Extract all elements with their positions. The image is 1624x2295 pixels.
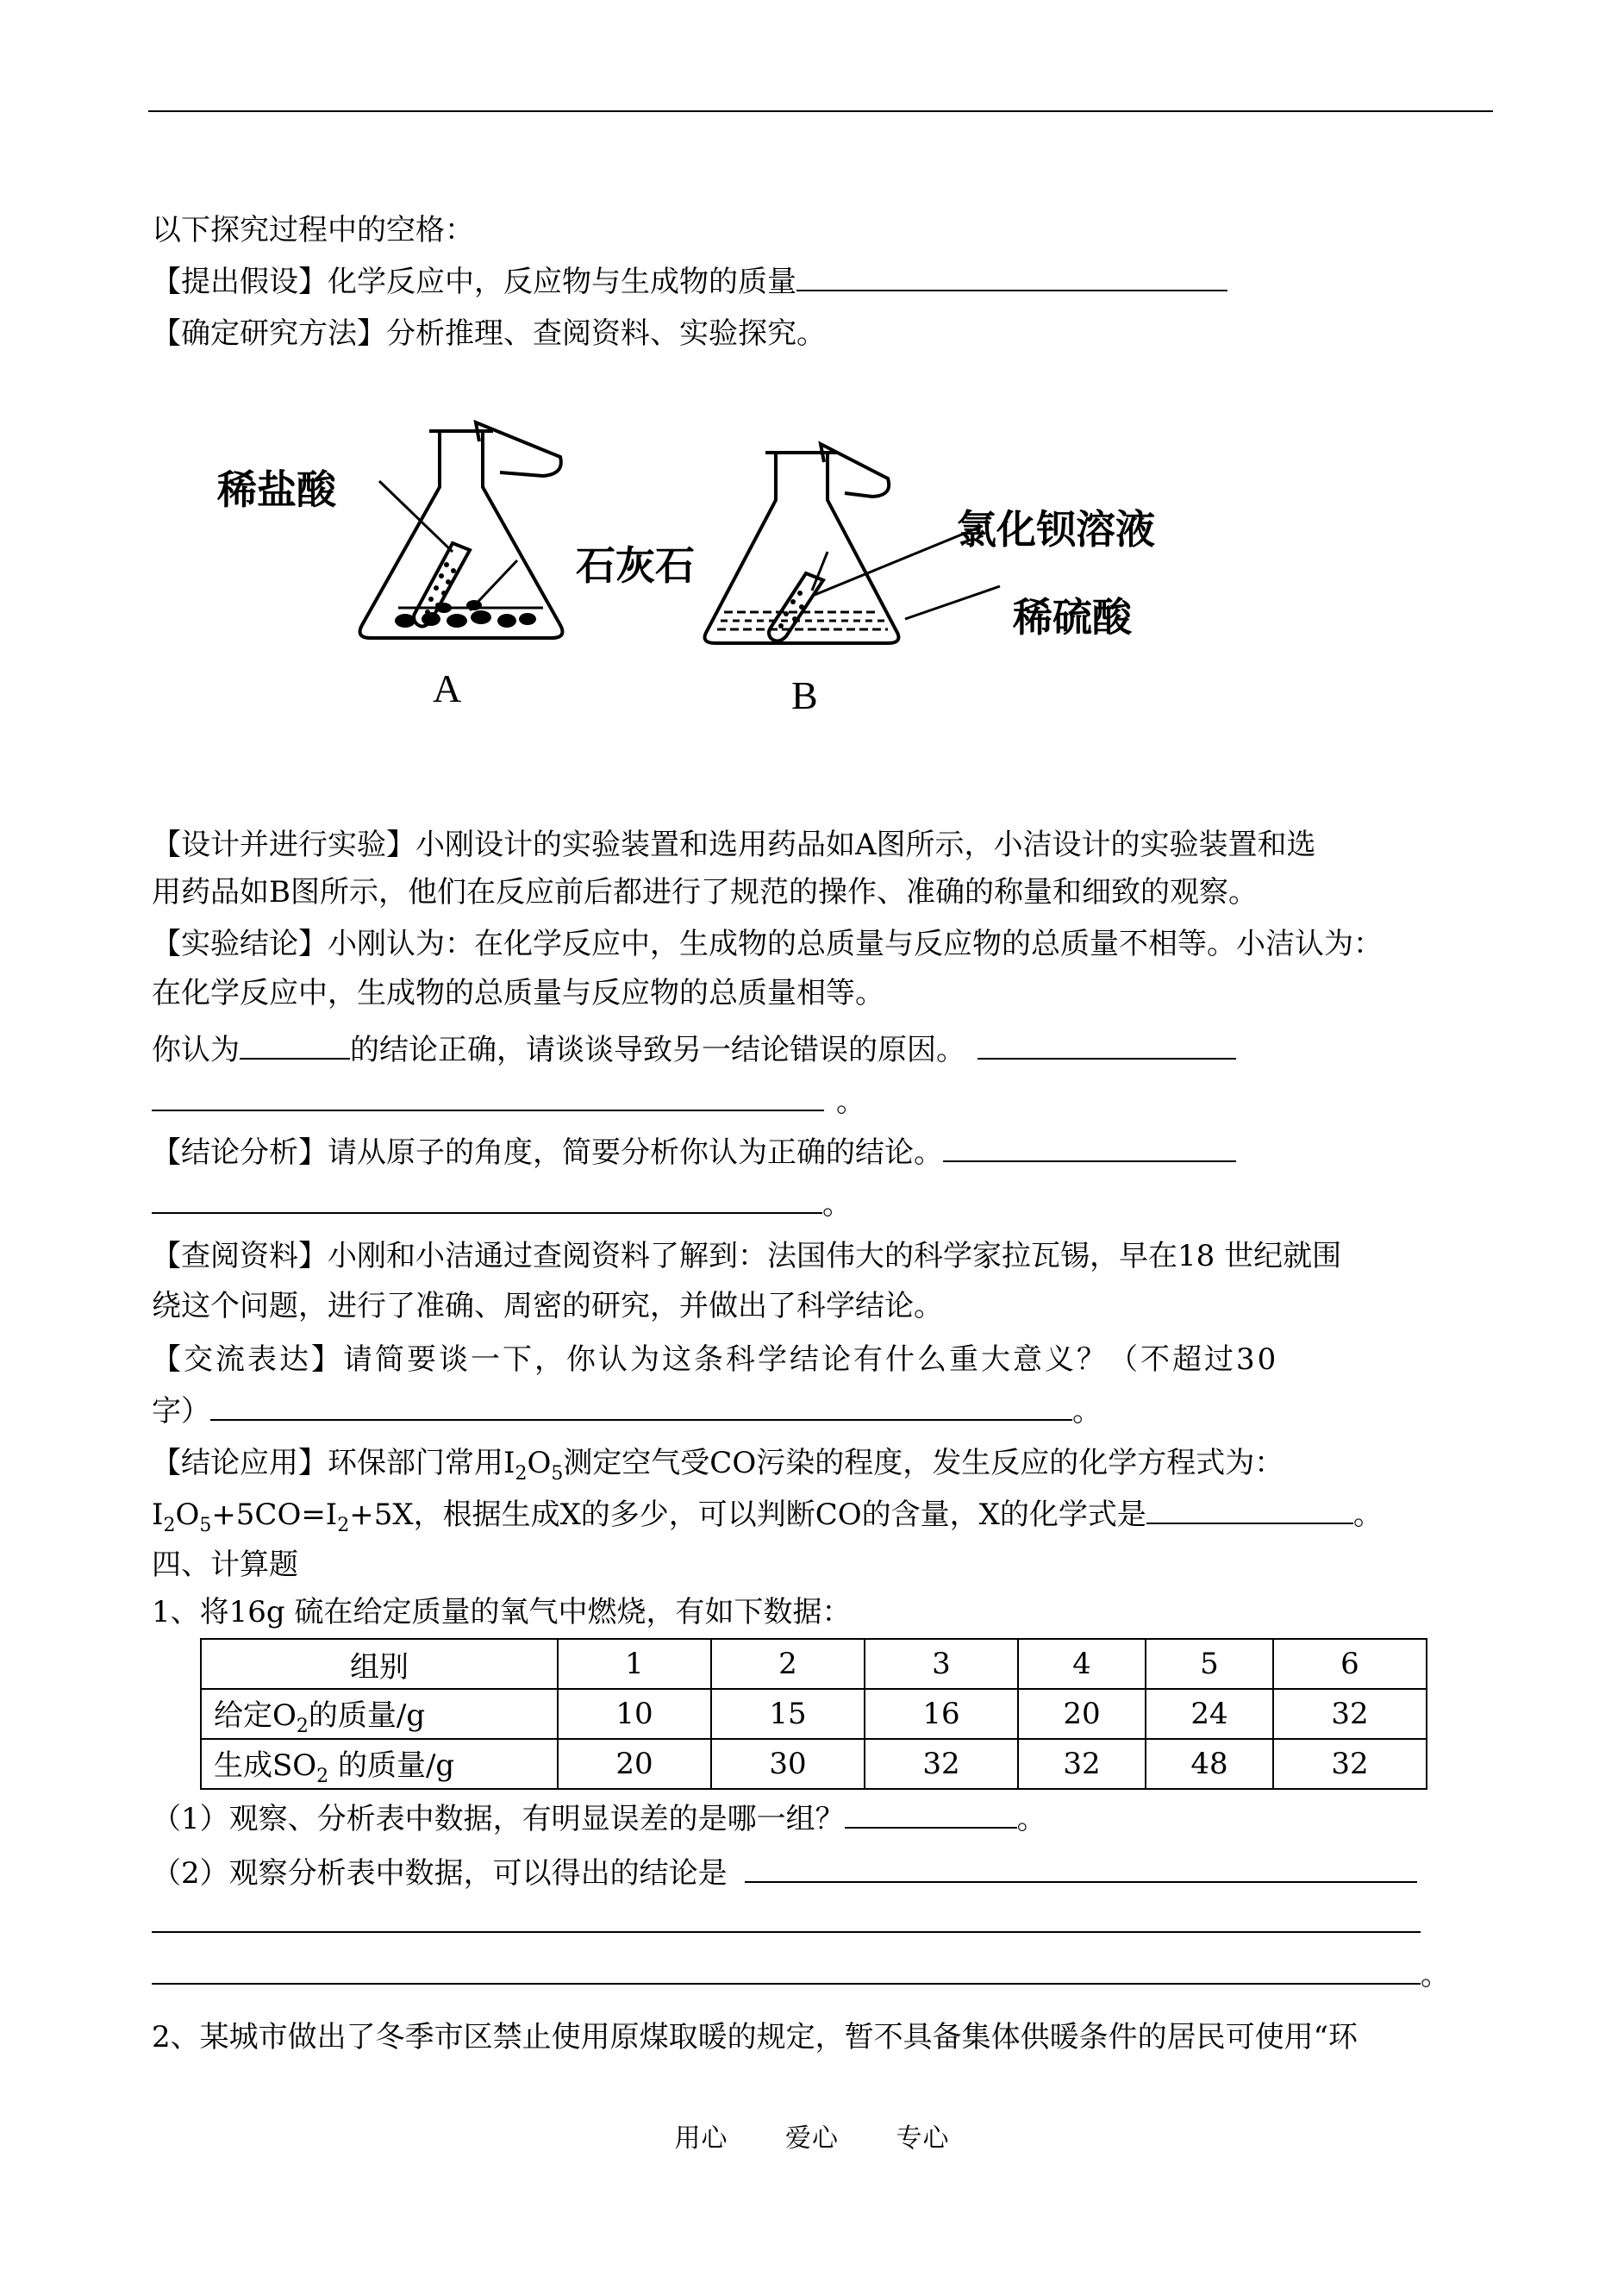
research-text-2: 绕这个问题，进行了准确、周密的研究，并做出了科学结论。	[152, 1289, 943, 1323]
research-line-1	[152, 1235, 1341, 1278]
page-footer	[0, 2117, 1624, 2154]
application-text-e: 测定空气受CO污染的程度，发生反应的化学方程式为：	[563, 1446, 1284, 1480]
conclusion-text-2: 在化学反应中，生成物的总质量与反应物的总质量相等。	[152, 976, 884, 1010]
conclusion-blank-line-2	[152, 1902, 1421, 1945]
equation-e: +5CO=I	[211, 1498, 338, 1532]
flask-diagram	[172, 405, 1293, 716]
flask-b	[705, 444, 1000, 643]
analysis-period: 。	[822, 1187, 852, 1222]
exchange-blank[interactable]	[210, 1390, 1072, 1421]
question-1-line	[152, 1591, 851, 1634]
opinion-text-b: 的结论正确，请谈谈导致另一结论错误的原因。	[350, 1033, 965, 1067]
table-cell: 32	[865, 1739, 1018, 1789]
exchange-line-1	[152, 1338, 1278, 1381]
table-cell: 10	[558, 1689, 711, 1739]
table-row	[201, 1639, 1427, 1689]
hypothesis-line	[152, 260, 1227, 303]
row-label-so2	[201, 1739, 558, 1789]
conclusion-blank-2[interactable]	[152, 1902, 1421, 1933]
application-text-a: 【结论应用】环保部门常用I	[152, 1446, 515, 1480]
table-cell: 16	[865, 1689, 1018, 1739]
formula-period: 。	[1352, 1498, 1383, 1532]
table-cell: 24	[1146, 1689, 1273, 1739]
conclusion-blank-3[interactable]	[152, 1954, 1421, 1985]
table-header-cell: 3	[865, 1639, 1018, 1689]
equation-c: O	[175, 1498, 200, 1532]
table-cell: 48	[1146, 1739, 1273, 1789]
analysis-blank-2[interactable]	[152, 1183, 822, 1214]
exchange-line-2	[152, 1390, 1102, 1433]
question-2-line	[152, 2016, 1358, 2059]
hypothesis-text: 【提出假设】化学反应中，反应物与生成物的质量	[152, 265, 796, 299]
section-heading	[152, 1543, 298, 1586]
subquestion-1-period: 。	[1016, 1802, 1046, 1836]
analysis-line-2	[152, 1183, 852, 1226]
table-header-cell: 1	[558, 1639, 711, 1689]
label-figure-b: B	[791, 673, 818, 717]
question-2-text: 2、某城市做出了冬季市区禁止使用原煤取暖的规定，暂不具备集体供暖条件的居民可使用“环	[152, 2020, 1359, 2054]
table-cell: 30	[711, 1739, 865, 1789]
table-header-cell	[201, 1639, 558, 1689]
conclusion-period: 。	[1421, 1958, 1450, 1992]
reason-period: 。	[836, 1085, 865, 1119]
row1-label-c: 的质量/g	[308, 1698, 426, 1733]
reason-blank-1[interactable]	[978, 1029, 1236, 1060]
reason-blank-2[interactable]	[152, 1080, 824, 1111]
design-text-2: 用药品如B图所示，他们在反应前后都进行了规范的操作、准确的称量和细致的观察。	[152, 875, 1258, 910]
experiment-figure	[172, 405, 1293, 716]
label-barium-chloride-solution: 氯化钡溶液	[957, 506, 1155, 553]
equation-g: +5X，根据生成X的多少，可以判断CO的含量，X的化学式是	[349, 1498, 1146, 1532]
intro-line	[152, 209, 474, 252]
exchange-text-2: 字）	[152, 1394, 210, 1429]
reason-line	[152, 1080, 865, 1123]
table-cell: 32	[1273, 1739, 1427, 1789]
application-text-c: O	[527, 1446, 552, 1480]
analysis-line	[152, 1131, 1236, 1174]
row-label-oxygen	[201, 1689, 558, 1739]
table-header-cell: 6	[1273, 1639, 1427, 1689]
design-text-1: 【设计并进行实验】小刚设计的实验装置和选用药品如A图所示，小洁设计的实验装置和选	[152, 828, 1316, 862]
row2-label-c: 的质量/g	[328, 1748, 455, 1783]
row1-label-a: 给定O	[214, 1698, 297, 1733]
header-group: 组别	[350, 1649, 409, 1685]
table-cell: 20	[1018, 1689, 1146, 1739]
exchange-text-1: 【交流表达】请简要谈一下，你认为这条科学结论有什么重大意义？（不超过30	[152, 1342, 1279, 1377]
label-limestone: 石灰石	[576, 542, 695, 589]
flask-a	[360, 422, 563, 638]
subquestion-2-text: （2）观察分析表中数据，可以得出的结论是	[152, 1856, 728, 1891]
conclusion-line-1	[152, 922, 1383, 966]
label-dilute-sulfuric-acid: 稀硫酸	[1013, 594, 1132, 641]
subquestion-1-text: （1）观察、分析表中数据，有明显误差的是哪一组？	[152, 1802, 845, 1836]
footer-word: 专心	[896, 2123, 950, 2154]
header-rule	[148, 110, 1493, 112]
analysis-blank-1[interactable]	[943, 1131, 1236, 1162]
limestone-pointer	[470, 560, 517, 610]
table-header-cell: 2	[711, 1639, 865, 1689]
section-title: 四、计算题	[152, 1548, 298, 1582]
research-line-2	[152, 1285, 943, 1328]
equation-a: I	[152, 1498, 164, 1532]
table-header-cell: 5	[1146, 1639, 1273, 1689]
conclusion-text-1: 【实验结论】小刚认为：在化学反应中，生成物的总质量与反应物的总质量不相等。小洁认为：	[152, 927, 1383, 961]
label-figure-a: A	[433, 666, 462, 710]
subquestion-1-line	[152, 1798, 1046, 1841]
method-text: 【确定研究方法】分析推理、查阅资料、实验探究。	[152, 316, 826, 351]
question-1-text: 1、将16g 硫在给定质量的氧气中燃烧，有如下数据：	[152, 1595, 852, 1629]
opinion-text-a: 你认为	[152, 1033, 240, 1067]
research-text-1: 【查阅资料】小刚和小洁通过查阅资料了解到：法国伟大的科学家拉瓦锡，早在18 世纪就围	[152, 1239, 1342, 1273]
hypothesis-blank[interactable]	[796, 260, 1227, 291]
table-cell: 20	[558, 1739, 711, 1789]
table-cell: 32	[1018, 1739, 1146, 1789]
correct-person-blank[interactable]	[240, 1029, 350, 1060]
equation-sub-1: 2	[163, 1514, 176, 1536]
table-row	[201, 1689, 1427, 1739]
formula-blank[interactable]	[1146, 1493, 1353, 1524]
equation-sub-2: 5	[199, 1514, 212, 1536]
intro-text: 以下探究过程中的空格：	[152, 213, 474, 247]
label-dilute-hydrochloric-acid: 稀盐酸	[217, 466, 336, 513]
sulfur-combustion-table	[200, 1638, 1427, 1790]
exchange-period: 。	[1072, 1394, 1102, 1429]
application-sub-2: 5	[551, 1462, 564, 1485]
application-sub-1: 2	[515, 1462, 528, 1485]
conclusion-blank-line-3	[152, 1954, 1450, 1997]
table-row	[201, 1739, 1427, 1789]
footer-word: 爱心	[785, 2123, 839, 2154]
row1-label-sub: 2	[296, 1715, 309, 1737]
liquid-b	[717, 612, 888, 629]
footer-word: 用心	[674, 2123, 728, 2154]
design-line-2	[152, 871, 1258, 914]
conclusion-blank-1[interactable]	[745, 1852, 1417, 1883]
equation-sub-3: 2	[337, 1514, 350, 1536]
design-line-1	[152, 823, 1316, 866]
opinion-line	[152, 1029, 1236, 1072]
row2-label-sub: 2	[316, 1765, 329, 1787]
application-line-1	[152, 1441, 1284, 1496]
table-header-cell: 4	[1018, 1639, 1146, 1689]
error-group-blank[interactable]	[845, 1798, 1017, 1829]
application-line-2	[152, 1493, 1383, 1548]
conclusion-line-2	[152, 972, 884, 1015]
row2-label-a: 生成SO	[214, 1748, 317, 1783]
subquestion-2-line	[152, 1852, 1417, 1895]
analysis-text: 【结论分析】请从原子的角度，简要分析你认为正确的结论。	[152, 1135, 943, 1170]
table-cell: 32	[1273, 1689, 1427, 1739]
method-line	[152, 312, 826, 355]
table-cell: 15	[711, 1689, 865, 1739]
